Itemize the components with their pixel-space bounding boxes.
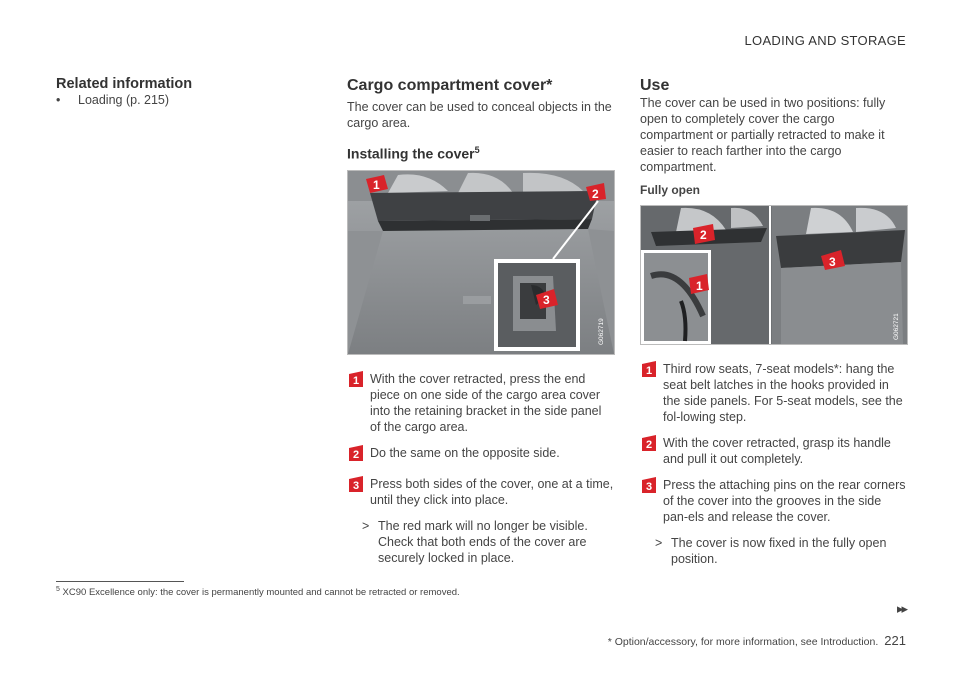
step-item [347, 445, 615, 466]
step-item [640, 361, 908, 425]
footnote-number: 5 [56, 586, 60, 593]
page-number: 221 [884, 633, 906, 648]
install-steps [347, 371, 615, 566]
step-item [347, 371, 615, 435]
result-marker: > [655, 536, 663, 550]
related-link-text[interactable]: Loading (p. 215) [78, 93, 170, 107]
double-chevron-right-icon[interactable]: ▸▸ [896, 601, 906, 616]
step-number-marker-icon [640, 361, 663, 425]
step-number-marker-icon [347, 371, 370, 435]
step-text: With the cover retracted, press the end piece on one side of the cargo area cover into the retaining bracket in the side panel of the cargo area. [370, 371, 602, 434]
option-note: * Option/accessory, for more information, see Introduction. [607, 636, 879, 648]
step-text: Third row seats, 7-seat models*: hang the seat belt latches in the hooks provided in the side panels. For 5-seat models, see the fol-lowing step. [663, 362, 903, 424]
step-text: Do the same on the opposite side. [370, 445, 560, 460]
svg-text:3: 3 [353, 479, 360, 492]
related-link-item[interactable] [56, 93, 306, 107]
use-heading: Use [640, 77, 670, 94]
footnote [56, 586, 460, 598]
step-result [362, 518, 615, 566]
step-result [655, 535, 908, 567]
use-intro: The cover can be used in two positions: fully open to completely cover the cargo compartment or partially retracted to make it easier to reach farther into the cargo compartment. [640, 96, 886, 174]
svg-text:3: 3 [829, 255, 836, 269]
svg-text:2: 2 [592, 186, 599, 201]
use-column [640, 76, 908, 567]
svg-text:1: 1 [646, 365, 653, 377]
fully-open-illustration [640, 205, 908, 345]
cargo-cover-column [347, 76, 615, 566]
svg-text:1: 1 [696, 279, 703, 293]
result-marker: > [362, 518, 370, 533]
result-text: The cover is now fixed in the fully open position. [671, 536, 887, 566]
result-text: The red mark will no longer be visible. Check that both ends of the cover are securely locked in place. [378, 518, 588, 565]
install-heading: Installing the cover$^5$ [347, 145, 480, 162]
svg-text:2: 2 [646, 439, 653, 451]
figure-code: G062719 [598, 317, 605, 345]
step-number-marker-icon [640, 435, 663, 467]
footnote-divider [56, 581, 184, 582]
option-asterisk: * [546, 77, 553, 94]
footnote-ref[interactable]: 5 [474, 145, 480, 155]
install-cover-illustration [347, 170, 615, 355]
cargo-cover-heading: Cargo compartment cover* [347, 77, 553, 94]
step-text: Press both sides of the cover, one at a time, until they click into place. [370, 476, 614, 507]
step-text: With the cover retracted, grasp its handle and pull it out completely. [663, 436, 891, 466]
step-number-marker-icon [347, 476, 370, 508]
step-text: Press the attaching pins on the rear corners of the cover into the grooves in the side pan-els and release the cover. [663, 478, 906, 524]
bullet-icon: • [56, 93, 61, 107]
step-number-marker-icon [640, 477, 663, 525]
svg-text:1: 1 [353, 374, 360, 387]
step-item [640, 435, 908, 467]
figure-code: G062721 [893, 313, 900, 340]
page-header: LOADING AND STORAGE [744, 33, 906, 48]
fully-open-steps [640, 361, 908, 567]
page-footer [608, 633, 906, 648]
svg-text:2: 2 [353, 448, 360, 461]
step-item [347, 476, 615, 508]
fully-open-heading: Fully open [640, 183, 700, 197]
svg-text:1: 1 [373, 177, 380, 192]
cargo-cover-intro: The cover can be used to conceal objects in the cargo area. [347, 100, 612, 130]
footnote-text: XC90 Excellence only: the cover is permanently mounted and cannot be retracted or removed. [62, 587, 460, 599]
related-info-column [56, 76, 306, 107]
related-info-heading: Related information [56, 76, 193, 92]
step-item [640, 477, 908, 525]
step-number-marker-icon [347, 445, 370, 466]
svg-text:2: 2 [700, 228, 707, 242]
svg-text:3: 3 [646, 481, 653, 493]
svg-text:3: 3 [543, 292, 550, 307]
